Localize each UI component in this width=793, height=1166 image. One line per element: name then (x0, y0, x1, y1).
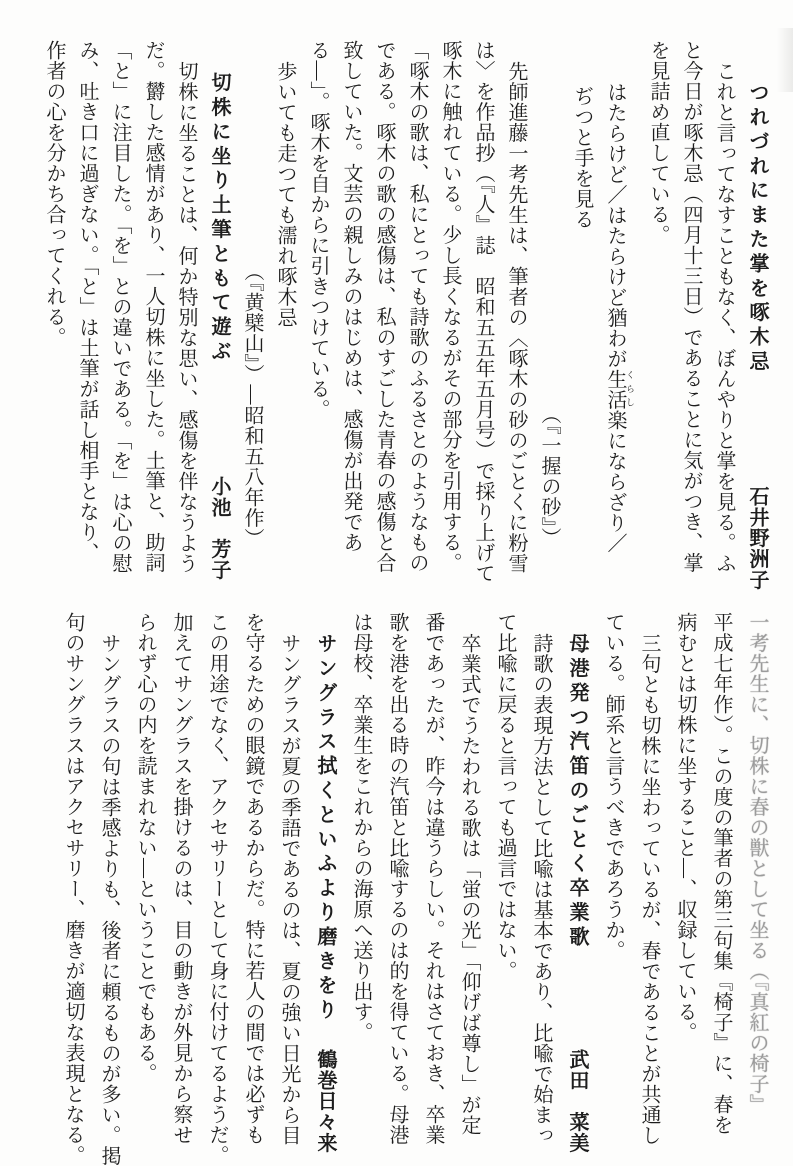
essay4-haiku-title: サングラス拭くといふより磨きをり (314, 633, 336, 1024)
essay3-title-column (566, 612, 587, 1153)
ruby-kurashi (604, 369, 635, 410)
text-column: 致していた。文芸の親しみのはじめは、感傷が出発であ (340, 40, 362, 553)
poem-source-column (241, 40, 262, 548)
text-column: を見詰め直している。 (647, 40, 669, 245)
text-column: 先師進藤一考先生は、筆者の〈啄木の砂のごとくに粉雪 (505, 61, 527, 574)
text-column: み、吐き口に過ぎない。「と」は土筆が話し相手となり、 (76, 40, 98, 563)
text-column: 番であったが、昨今は違うらしい。それはさておき、卒業 (422, 612, 444, 1145)
text-column: サングラスの句は季感よりも、後者に頼るものが多い。掲 (98, 633, 120, 1166)
text-column: 切株に坐ることは、何か特別な思い、感傷を伴なうよう (175, 61, 197, 574)
essay1-author: 石井野洲子 (746, 486, 768, 590)
text-column: て比喩に戻ると言っても過言ではない。 (494, 612, 516, 981)
text-column: サングラスが夏の季語であるのは、夏の強い日光から目 (278, 633, 300, 1146)
poem-line-column: ぢつと手を見る (571, 86, 593, 230)
ruby-base: 生活 (604, 369, 626, 410)
text-column: この用途でなく、アクセサリーとして身に付けてるようだ。 (206, 612, 228, 1166)
poem-source: （『一握の砂』） (538, 404, 560, 548)
essay4-author: 鶴巻日々来 (314, 1049, 336, 1153)
essay3-author: 武田 菜美 (566, 1049, 588, 1153)
essay2-haiku-title: 切株に坐り土筆ともて遊ぶ (208, 72, 230, 365)
text-column: 詩歌の表現方法として比喩は基本であり、比喩で始まっ (530, 633, 552, 1146)
text-column: は〉を作品抄（『人』誌 昭和五五年五月号）で採り上げて (472, 40, 494, 584)
text-column: 啄木に触れている。少し長くなるがその部分を引用する。 (439, 40, 461, 573)
poem-line-column: 歩いても走つても濡れ啄木忌 (274, 61, 296, 328)
text-column: られず心の内を読まれない―ということでもある。 (134, 612, 156, 1084)
text-column: だ。欝した感情があり、一人切株に坐した。土筆と、助詞 (142, 40, 164, 573)
essay2-author: 小池 芳子 (208, 476, 230, 580)
text-column: を守るための眼鏡であるからだ。特に若人の間では必ずも (242, 612, 264, 1145)
poem-text: はたらけど／はたらけど猶わが (604, 82, 626, 369)
bottom-section (47, 612, 768, 1166)
poem-text: 楽にならざり／ (604, 410, 626, 554)
text-column: る―」。啄木を自からに引きつけている。 (307, 40, 329, 420)
essay4-title-column (314, 612, 335, 1153)
text-column: これと言ってなすこともなく、ぼんやりと掌を見る。ふ (713, 61, 735, 574)
essay2-title-column (208, 40, 229, 580)
text-column-faded: 一考先生に、切株に春の獣として坐る（『真紅の椅子』 (746, 612, 768, 1115)
text-column: 作者の心を分かち合ってくれる。 (43, 40, 65, 348)
text-column: 句のサングラスはアクセサリー、磨きが適切な表現となる。 (62, 612, 84, 1166)
ruby-reading: くらし (625, 369, 635, 410)
text-column: 「啄木の歌は、私にとっても詩歌のふるさとのようなもの (406, 40, 428, 573)
text-column: である。啄木の歌の感傷は、私のすごした青春の感傷と合 (373, 40, 395, 573)
scan-artifact (777, 28, 793, 92)
poem-source-column (538, 40, 559, 548)
text-column: 「と」に注目した。「を」との違いである。「を」は心の慰 (109, 40, 131, 574)
essay3-haiku-title: 母港発つ汽笛のごとく卒業歌 (566, 633, 588, 951)
text-column: 病むとは切株に坐すること―、収録している。 (674, 612, 696, 1043)
text-column: 三句とも切株に坐わっているが、春であることが共通し (638, 633, 660, 1146)
poem-line-column (604, 40, 635, 590)
text-column: ている。師系と言うべきであろうか。 (602, 612, 624, 961)
essay1-haiku-title: つれづれにまた掌を啄木忌 (746, 82, 768, 375)
top-section (31, 40, 768, 590)
text-column: 加えてサングラスを掛けるのは、目の動きが外見から察せ (170, 612, 192, 1145)
poem-source: （『黄檗山』）―昭和五八年作） (241, 260, 263, 548)
text-column: 歌を港を出る時の汽笛と比喩するのは的を得ている。母港 (386, 612, 408, 1145)
text-column: 卒業式でうたわれる歌は「蛍の光」「仰げば尊し」が定 (458, 633, 480, 1136)
text-column: 平成七年作）。この度の筆者の第三句集『椅子』に、春を (710, 612, 732, 1135)
text-column: と今日が啄木忌（四月十三日）であることに気がつき、掌 (680, 40, 702, 573)
essay1-title-column (746, 40, 767, 590)
text-column: は母校、卒業生をこれからの海原へ送り出す。 (350, 612, 372, 1043)
